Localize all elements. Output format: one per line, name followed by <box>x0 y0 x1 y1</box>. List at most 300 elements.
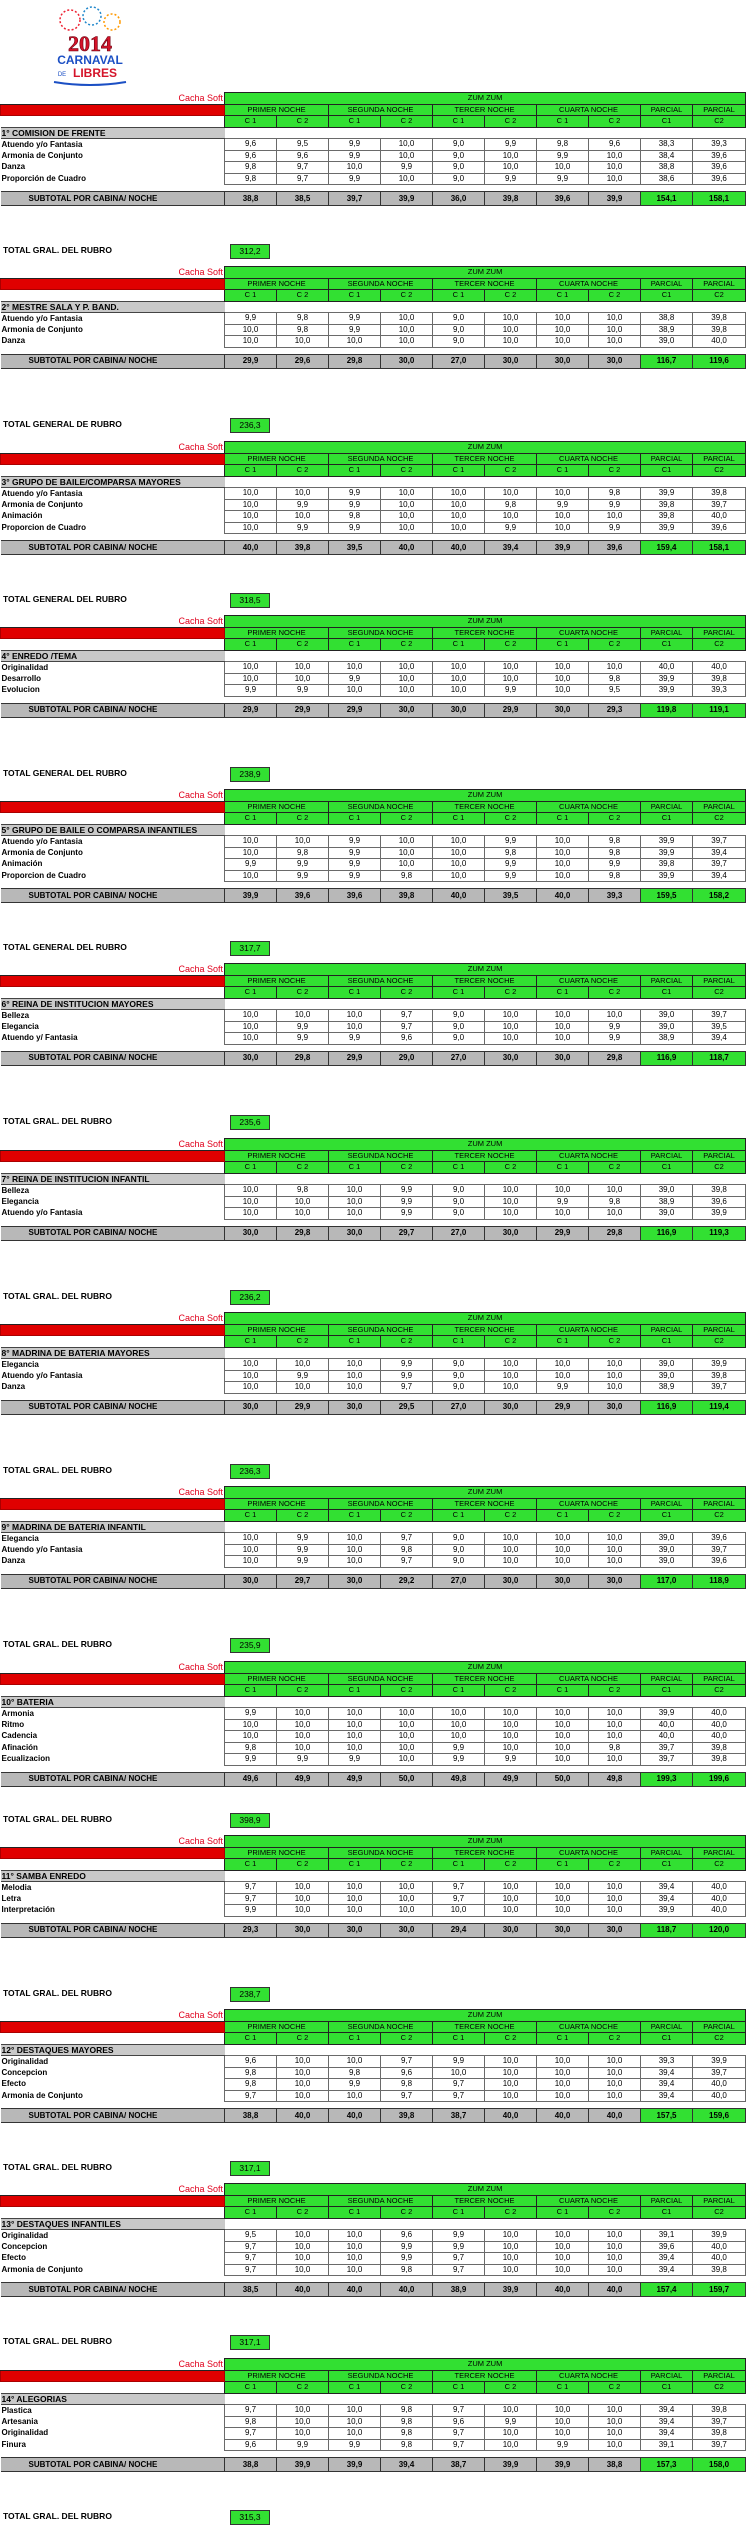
column-header: C1 <box>641 2207 693 2219</box>
score-cell: 39,8 <box>693 673 746 685</box>
column-header: C 1 <box>433 813 485 825</box>
night-header: TERCER NOCHE <box>433 2370 537 2382</box>
score-cell: 10,0 <box>485 1033 537 1045</box>
rubro-total <box>0 1813 651 1827</box>
score-cell: 10,0 <box>537 1893 589 1905</box>
score-cell: 40,0 <box>641 1719 693 1731</box>
score-cell: 9,8 <box>225 1742 277 1754</box>
score-cell: 39,8 <box>693 2428 746 2440</box>
score-cell: 10,0 <box>381 1905 433 1917</box>
score-cell: 39,7 <box>693 2416 746 2428</box>
column-header: C 1 <box>225 465 277 477</box>
night-subtotal: 30,0 <box>537 354 589 368</box>
column-header: C2 <box>693 2382 746 2394</box>
score-cell: 10,0 <box>589 336 641 348</box>
criteria-label: Belleza <box>1 1185 30 1195</box>
score-cell: 39,1 <box>641 2439 693 2451</box>
night-header: TERCER NOCHE <box>433 1847 537 1859</box>
spacer <box>1 1567 746 1574</box>
blank-cell <box>225 2393 746 2405</box>
total-value: 318,5 <box>230 593 270 608</box>
criteria-row <box>1 2253 746 2265</box>
criteria-label: Afinación <box>1 1742 38 1752</box>
score-cell: 9,9 <box>277 685 329 697</box>
score-table <box>0 441 746 555</box>
score-cell: 10,0 <box>329 2428 381 2440</box>
brand-label: Cacha Soft <box>1 790 225 802</box>
subtotal-label: SUBTOTAL POR CABINA/ NOCHE <box>1 1226 225 1240</box>
subtotal-label: SUBTOTAL POR CABINA/ NOCHE <box>1 541 225 555</box>
column-header: C 1 <box>537 1162 589 1174</box>
score-cell: 39,4 <box>641 2253 693 2265</box>
spacer <box>1 2276 746 2283</box>
total-value: 236,3 <box>230 418 270 433</box>
score-cell: 10,0 <box>277 2428 329 2440</box>
partial-header: PARCIAL <box>641 104 693 116</box>
night-subtotal: 39,6 <box>589 541 641 555</box>
night-subtotal: 29,8 <box>589 1226 641 1240</box>
red-bar <box>1 2370 225 2382</box>
partial-header: PARCIAL <box>693 801 746 813</box>
spacer <box>1 1044 746 1051</box>
night-subtotal: 29,7 <box>381 1226 433 1240</box>
score-cell: 10,0 <box>277 1382 329 1394</box>
score-cell: 10,0 <box>537 1708 589 1720</box>
score-cell: 9,6 <box>225 2056 277 2068</box>
score-cell: 39,4 <box>641 2090 693 2102</box>
column-header: C1 <box>641 639 693 651</box>
criteria-label: Evolucion <box>1 685 40 695</box>
criteria-label: Armonia de Conjunto <box>1 847 83 857</box>
criteria-row <box>1 1708 746 1720</box>
column-header: C 2 <box>589 987 641 999</box>
score-cell: 10,0 <box>537 2405 589 2417</box>
score-cell: 10,0 <box>589 1208 641 1220</box>
score-cell: 10,0 <box>537 685 589 697</box>
score-cell: 9,8 <box>381 2439 433 2451</box>
rubro-total <box>0 1464 651 1478</box>
score-cell: 9,9 <box>329 870 381 882</box>
night-subtotal: 39,8 <box>277 541 329 555</box>
night-subtotal: 50,0 <box>381 1772 433 1786</box>
score-cell: 40,0 <box>693 1893 746 1905</box>
column-header: C 2 <box>277 465 329 477</box>
subtotal-row <box>1 1051 746 1065</box>
night-subtotal: 49,8 <box>589 1772 641 1786</box>
score-cell: 9,9 <box>277 499 329 511</box>
night-subtotal: 30,0 <box>329 1574 381 1588</box>
score-cell: 10,0 <box>537 847 589 859</box>
score-cell: 9,9 <box>277 1544 329 1556</box>
night-subtotal: 49,9 <box>277 1772 329 1786</box>
criteria-row <box>1 1882 746 1894</box>
score-cell: 9,8 <box>381 2428 433 2440</box>
column-header: C 2 <box>381 2207 433 2219</box>
score-cell: 10,0 <box>485 1905 537 1917</box>
column-header: C 2 <box>277 1859 329 1871</box>
night-subtotal: 38,9 <box>433 2283 485 2297</box>
total-label: TOTAL GENERAL DEL RUBRO <box>3 594 127 604</box>
subtotal-label: SUBTOTAL POR CABINA/ NOCHE <box>1 1051 225 1065</box>
score-cell: 9,6 <box>225 139 277 151</box>
night-header: CUARTA NOCHE <box>537 2370 641 2382</box>
score-cell: 9,8 <box>381 870 433 882</box>
criteria-label: Atuendo y/o Fantasia <box>1 1370 83 1380</box>
score-cell: 10,0 <box>277 488 329 500</box>
night-header: SEGUNDA NOCHE <box>329 975 433 987</box>
score-cell: 9,9 <box>381 1196 433 1208</box>
score-cell: 9,6 <box>381 2067 433 2079</box>
total-label: TOTAL GRAL. DEL RUBRO <box>3 2511 112 2521</box>
column-header: C1 <box>641 1336 693 1348</box>
score-cell: 10,0 <box>277 2405 329 2417</box>
night-subtotal: 38,5 <box>277 192 329 206</box>
score-cell: 39,8 <box>641 499 693 511</box>
night-subtotal: 29,9 <box>537 1226 589 1240</box>
column-header: C 1 <box>537 639 589 651</box>
subtotal-row <box>1 1923 746 1937</box>
logo-small: DE <box>57 72 67 78</box>
night-subtotal: 39,9 <box>225 889 277 903</box>
night-header: CUARTA NOCHE <box>537 801 641 813</box>
partial-header: PARCIAL <box>641 1847 693 1859</box>
blank-cell <box>225 1696 746 1708</box>
blank-cell <box>1 2207 225 2219</box>
night-header: PRIMER NOCHE <box>225 1673 329 1685</box>
score-cell: 9,9 <box>537 499 589 511</box>
score-cell: 10,0 <box>485 2230 537 2242</box>
score-cell: 39,5 <box>693 1021 746 1033</box>
criteria-label: Efecto <box>1 2079 26 2089</box>
score-cell: 10,0 <box>381 662 433 674</box>
night-subtotal: 29,9 <box>277 1400 329 1414</box>
score-cell: 10,0 <box>381 1742 433 1754</box>
score-cell: 9,9 <box>277 859 329 871</box>
score-cell: 39,6 <box>641 2241 693 2253</box>
criteria-row <box>1 1010 746 1022</box>
score-cell: 9,7 <box>433 2264 485 2276</box>
score-cell: 10,0 <box>381 847 433 859</box>
score-cell: 39,9 <box>693 1208 746 1220</box>
score-cell: 39,0 <box>641 1185 693 1197</box>
score-cell: 39,4 <box>641 1882 693 1894</box>
score-cell: 39,9 <box>693 2230 746 2242</box>
score-cell: 10,0 <box>225 662 277 674</box>
score-cell: 9,7 <box>433 1882 485 1894</box>
score-table <box>0 2009 746 2123</box>
score-cell: 39,9 <box>641 1905 693 1917</box>
score-cell: 9,7 <box>433 2253 485 2265</box>
score-cell: 10,0 <box>433 1708 485 1720</box>
score-cell: 9,0 <box>433 1370 485 1382</box>
score-cell: 10,0 <box>381 173 433 185</box>
column-header: C2 <box>693 813 746 825</box>
score-cell: 9,0 <box>433 1556 485 1568</box>
rubro-total <box>0 767 651 781</box>
score-cell: 10,0 <box>485 313 537 325</box>
criteria-row <box>1 488 746 500</box>
score-cell: 10,0 <box>589 1185 641 1197</box>
night-subtotal: 29,7 <box>277 1574 329 1588</box>
partial-subtotal: 159,6 <box>693 2109 746 2123</box>
criteria-label: Atuendo y/o Fantasia <box>1 139 83 149</box>
criteria-row <box>1 2056 746 2068</box>
school-title: ZUM ZUM <box>225 616 746 628</box>
criteria-label: Danza <box>1 1382 26 1392</box>
score-cell: 10,0 <box>589 1754 641 1766</box>
criteria-row <box>1 150 746 162</box>
score-cell: 10,0 <box>537 2416 589 2428</box>
score-cell: 9,9 <box>277 1533 329 1545</box>
score-cell: 10,0 <box>381 336 433 348</box>
night-subtotal: 40,0 <box>537 889 589 903</box>
night-header: SEGUNDA NOCHE <box>329 104 433 116</box>
score-cell: 39,9 <box>641 1708 693 1720</box>
night-header: SEGUNDA NOCHE <box>329 2195 433 2207</box>
night-subtotal: 39,9 <box>329 2458 381 2472</box>
score-cell: 39,6 <box>693 1196 746 1208</box>
score-cell: 39,9 <box>641 673 693 685</box>
night-subtotal: 39,8 <box>381 2109 433 2123</box>
score-cell: 10,0 <box>537 324 589 336</box>
score-cell: 10,0 <box>589 2405 641 2417</box>
score-cell: 10,0 <box>277 1893 329 1905</box>
score-cell: 39,7 <box>693 2067 746 2079</box>
subtotal-label: SUBTOTAL POR CABINA/ NOCHE <box>1 889 225 903</box>
criteria-label: Melodia <box>1 1882 32 1892</box>
score-cell: 10,0 <box>537 511 589 523</box>
night-subtotal: 38,7 <box>433 2109 485 2123</box>
partial-subtotal: 119,3 <box>693 1226 746 1240</box>
partial-subtotal: 157,4 <box>641 2283 693 2297</box>
score-cell: 9,9 <box>381 2241 433 2253</box>
blank-cell <box>1 1510 225 1522</box>
score-cell: 10,0 <box>485 1742 537 1754</box>
night-subtotal: 39,9 <box>485 2283 537 2297</box>
criteria-label: Originalidad <box>1 2230 49 2240</box>
school-title: ZUM ZUM <box>225 1139 746 1151</box>
score-cell: 40,0 <box>693 336 746 348</box>
column-header: C 2 <box>381 639 433 651</box>
total-value: 236,2 <box>230 1290 270 1305</box>
night-subtotal: 39,8 <box>381 889 433 903</box>
criteria-label: Belleza <box>1 1010 30 1020</box>
rubro-total <box>0 1115 651 1129</box>
column-header: C 1 <box>225 639 277 651</box>
column-header: C1 <box>641 2033 693 2045</box>
score-cell: 39,8 <box>693 1754 746 1766</box>
score-cell: 10,0 <box>225 847 277 859</box>
total-value: 235,9 <box>230 1638 270 1653</box>
column-header: C 1 <box>225 290 277 302</box>
subtotal-row <box>1 1400 746 1414</box>
column-header: C 1 <box>537 813 589 825</box>
night-header: CUARTA NOCHE <box>537 2195 641 2207</box>
rubro-total <box>0 2510 651 2524</box>
partial-subtotal: 116,9 <box>641 1400 693 1414</box>
night-subtotal: 29,9 <box>485 703 537 717</box>
score-cell: 9,9 <box>433 2056 485 2068</box>
subtotal-label: SUBTOTAL POR CABINA/ NOCHE <box>1 354 225 368</box>
partial-subtotal: 154,1 <box>641 192 693 206</box>
night-header: TERCER NOCHE <box>433 627 537 639</box>
score-cell: 10,0 <box>485 488 537 500</box>
score-cell: 10,0 <box>329 1010 381 1022</box>
score-cell: 10,0 <box>433 870 485 882</box>
night-header: PRIMER NOCHE <box>225 2021 329 2033</box>
score-cell: 40,0 <box>693 511 746 523</box>
score-cell: 10,0 <box>537 859 589 871</box>
score-cell: 10,0 <box>537 1208 589 1220</box>
score-cell: 10,0 <box>485 2264 537 2276</box>
score-cell: 39,8 <box>693 2264 746 2276</box>
score-cell: 40,0 <box>693 662 746 674</box>
partial-subtotal: 157,5 <box>641 2109 693 2123</box>
column-header: C 2 <box>381 2033 433 2045</box>
criteria-row <box>1 139 746 151</box>
score-cell: 10,0 <box>433 662 485 674</box>
score-cell: 39,8 <box>693 488 746 500</box>
column-header: C 1 <box>225 2207 277 2219</box>
night-subtotal: 40,0 <box>225 541 277 555</box>
spacer <box>1 1393 746 1400</box>
category-title: 14° ALEGORIAS <box>1 2393 225 2405</box>
column-header: C 1 <box>433 116 485 128</box>
score-cell: 9,8 <box>589 836 641 848</box>
criteria-row <box>1 1905 746 1917</box>
score-cell: 10,0 <box>381 150 433 162</box>
column-header: C 1 <box>537 290 589 302</box>
category-block <box>0 1835 735 2009</box>
column-header: C2 <box>693 290 746 302</box>
column-header: C 2 <box>277 1162 329 1174</box>
score-cell: 10,0 <box>537 1882 589 1894</box>
total-label: TOTAL GRAL. DEL RUBRO <box>3 1465 112 1475</box>
score-cell: 10,0 <box>589 1905 641 1917</box>
score-cell: 10,0 <box>589 1731 641 1743</box>
night-subtotal: 39,3 <box>589 889 641 903</box>
score-cell: 9,8 <box>225 2079 277 2091</box>
partial-subtotal: 119,1 <box>693 703 746 717</box>
score-table <box>0 2358 746 2472</box>
column-header: C 2 <box>381 1510 433 1522</box>
column-header: C 2 <box>485 639 537 651</box>
partial-header: PARCIAL <box>693 104 746 116</box>
score-cell: 39,4 <box>641 2079 693 2091</box>
score-cell: 39,9 <box>641 847 693 859</box>
criteria-row <box>1 1719 746 1731</box>
score-cell: 10,0 <box>433 1905 485 1917</box>
spacer <box>1 2102 746 2109</box>
score-cell: 39,7 <box>641 1742 693 1754</box>
category-title: 6° REINA DE INSTITUCION MAYORES <box>1 998 225 1010</box>
score-cell: 10,0 <box>485 2439 537 2451</box>
night-subtotal: 40,0 <box>381 541 433 555</box>
category-title: 1° COMISION DE FRENTE <box>1 127 225 139</box>
score-cell: 10,0 <box>277 2067 329 2079</box>
criteria-label: Armonia <box>1 1708 34 1718</box>
score-cell: 39,7 <box>693 1544 746 1556</box>
spacer <box>1 2451 746 2458</box>
score-cell: 39,8 <box>693 1185 746 1197</box>
column-header: C 2 <box>277 1685 329 1697</box>
criteria-row <box>1 522 746 534</box>
score-cell: 9,7 <box>225 2428 277 2440</box>
criteria-label: Armonia de Conjunto <box>1 2090 83 2100</box>
score-cell: 9,7 <box>277 173 329 185</box>
score-cell: 10,0 <box>485 1370 537 1382</box>
partial-header: PARCIAL <box>641 2370 693 2382</box>
criteria-label: Originalidad <box>1 2428 49 2438</box>
score-cell: 9,9 <box>381 1185 433 1197</box>
score-cell: 9,7 <box>381 1010 433 1022</box>
column-header: C 1 <box>537 1859 589 1871</box>
score-cell: 10,0 <box>225 836 277 848</box>
brand-label: Cacha Soft <box>1 616 225 628</box>
total-value: 315,3 <box>230 2510 270 2525</box>
score-cell: 10,0 <box>589 1370 641 1382</box>
score-cell: 10,0 <box>537 1021 589 1033</box>
score-cell: 9,8 <box>225 173 277 185</box>
criteria-label: Danza <box>1 336 26 346</box>
partial-header: PARCIAL <box>641 1324 693 1336</box>
night-header: TERCER NOCHE <box>433 1673 537 1685</box>
brand-label: Cacha Soft <box>1 1139 225 1151</box>
score-cell: 10,0 <box>329 662 381 674</box>
column-header: C 2 <box>485 813 537 825</box>
subtotal-row <box>1 2109 746 2123</box>
spacer <box>1 534 746 541</box>
night-subtotal: 30,0 <box>589 1574 641 1588</box>
partial-subtotal: 158,0 <box>693 2458 746 2472</box>
score-cell: 9,0 <box>433 1185 485 1197</box>
score-cell: 10,0 <box>329 1905 381 1917</box>
score-cell: 10,0 <box>329 2264 381 2276</box>
score-cell: 10,0 <box>485 1382 537 1394</box>
criteria-row <box>1 2405 746 2417</box>
partial-header: PARCIAL <box>641 1498 693 1510</box>
score-cell: 10,0 <box>225 1021 277 1033</box>
score-cell: 10,0 <box>381 836 433 848</box>
brand-label: Cacha Soft <box>1 2184 225 2196</box>
total-value: 238,7 <box>230 1987 270 2002</box>
score-cell: 39,6 <box>693 162 746 174</box>
score-cell: 9,7 <box>381 1533 433 1545</box>
night-header: TERCER NOCHE <box>433 1324 537 1336</box>
score-cell: 10,0 <box>589 1708 641 1720</box>
column-header: C2 <box>693 987 746 999</box>
partial-subtotal: 116,9 <box>641 1051 693 1065</box>
score-cell: 39,0 <box>641 1208 693 1220</box>
partial-subtotal: 120,0 <box>693 1923 746 1937</box>
column-header: C 1 <box>433 987 485 999</box>
column-header: C 2 <box>381 1859 433 1871</box>
column-header: C 2 <box>589 116 641 128</box>
criteria-label: Cadencia <box>1 1731 38 1741</box>
score-cell: 9,8 <box>225 2067 277 2079</box>
logo-year: 2014 <box>68 31 112 56</box>
column-header: C 2 <box>277 290 329 302</box>
score-cell: 9,9 <box>381 1370 433 1382</box>
score-cell: 10,0 <box>537 2241 589 2253</box>
score-cell: 10,0 <box>589 2090 641 2102</box>
criteria-label: Atuendo y/o Fantasia <box>1 488 83 498</box>
night-subtotal: 29,5 <box>381 1400 433 1414</box>
score-cell: 9,0 <box>433 1359 485 1371</box>
score-cell: 10,0 <box>381 685 433 697</box>
partial-header: PARCIAL <box>693 2195 746 2207</box>
score-cell: 10,0 <box>589 662 641 674</box>
